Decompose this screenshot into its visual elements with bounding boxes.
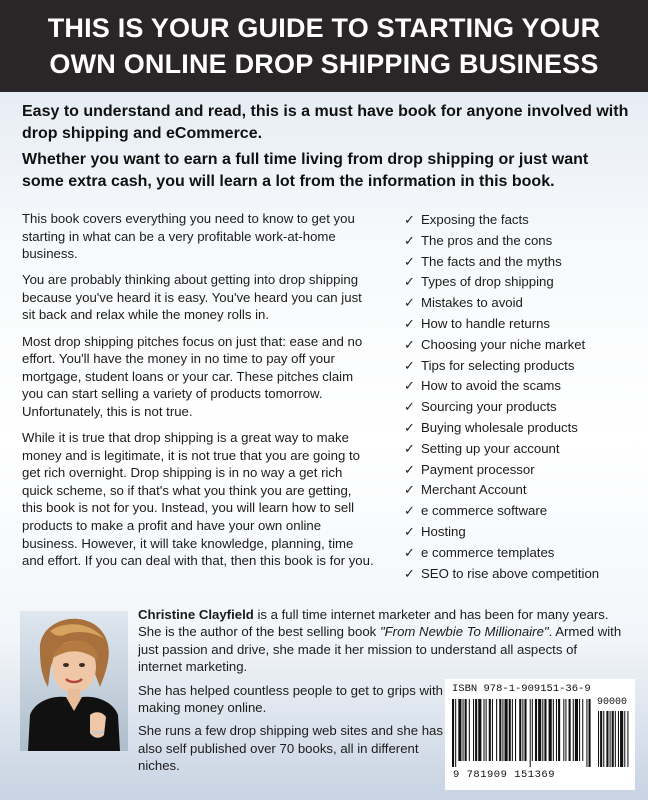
barcode-bar	[492, 699, 493, 761]
check-icon: ✓	[404, 544, 415, 560]
barcode-bar	[478, 699, 481, 761]
barcode-addon-bar	[598, 711, 599, 767]
title-banner	[0, 0, 648, 92]
barcode-addon-bar	[624, 711, 625, 767]
barcode-bar	[502, 699, 503, 761]
check-icon: ✓	[404, 295, 415, 311]
description-section	[22, 210, 374, 578]
bio-paragraph-3: She runs a few drop shipping web sites and she has also self published over 70 books, all in different niches.	[138, 723, 443, 774]
checklist-item-label: Hosting	[421, 523, 466, 539]
barcode-bar	[556, 699, 557, 761]
checklist-item-label: How to avoid the scams	[421, 378, 561, 394]
checklist-item-label: Tips for selecting products	[421, 357, 575, 373]
check-icon: ✓	[404, 378, 415, 394]
barcode-bar	[499, 699, 501, 761]
checklist-item-label: e commerce templates	[421, 544, 555, 560]
author-name: Christine Clayfield	[138, 607, 254, 622]
barcode-bar	[486, 699, 487, 761]
check-icon: ✓	[404, 212, 415, 227]
barcode-bar	[558, 699, 560, 761]
barcode-bar	[569, 699, 571, 761]
check-icon: ✓	[404, 419, 415, 435]
barcode-bar	[586, 699, 587, 767]
barcode-addon-bar	[606, 711, 608, 767]
barcode-bar	[473, 699, 474, 761]
isbn-barcode	[445, 679, 635, 790]
barcode-bar	[532, 699, 533, 761]
checklist-item-label: Merchant Account	[421, 482, 527, 498]
barcode-bar	[535, 699, 537, 761]
barcode-number: 9 781909 151369	[453, 769, 556, 781]
barcode-bar	[496, 699, 497, 761]
checklist-item	[404, 272, 636, 293]
checklist-item	[404, 564, 636, 585]
check-icon: ✓	[404, 357, 415, 373]
barcode-bar	[573, 699, 574, 761]
check-icon: ✓	[404, 315, 415, 331]
check-icon: ✓	[404, 482, 415, 498]
bio-text-b: . Armed with just passion and drive, she made it her mission to understand all aspects of internet marketing.	[138, 624, 622, 675]
barcode-bar	[509, 699, 511, 761]
barcode-bar	[519, 699, 521, 761]
barcode-bars	[450, 699, 630, 769]
check-icon: ✓	[404, 399, 415, 415]
checklist-item-label: How to handle returns	[421, 315, 551, 331]
checklist-item	[404, 418, 636, 439]
banner-line-1: THIS IS YOUR GUIDE TO STARTING YOUR	[47, 13, 601, 43]
banner-line-2: OWN ONLINE DROP SHIPPING BUSINESS	[49, 49, 599, 79]
checklist-item-label: The pros and the cons	[421, 232, 553, 248]
barcode-bar	[484, 699, 485, 761]
topics-checklist	[404, 210, 636, 584]
intro-paragraph-2: Whether you want to earn a full time living from drop shipping or just want some extra cash, you will learn a lot from the information in this book.	[22, 151, 589, 190]
check-icon: ✓	[404, 336, 415, 352]
checklist-item-label: e commerce software	[421, 503, 548, 519]
barcode-bar	[475, 699, 477, 761]
barcode-bar	[563, 699, 564, 761]
check-icon: ✓	[404, 503, 415, 519]
checklist-item	[404, 252, 636, 273]
barcode-bar	[549, 699, 552, 761]
description-paragraph-4: While it is true that drop shipping is a great way to make money and is legitimate, it is not true that you are going to get rich overnight. Drop shipping is in no way a get rich quick scheme, so if that's what you think you are getting, this book is not for you. Instead, you will learn how to sell products to make a profit and have your own online business. However, it will take knowledge, planning, time and effort. If you can deal with that, then this book is for you.	[22, 430, 374, 569]
checklist-item	[404, 480, 636, 501]
checklist-item-label: Sourcing your products	[421, 399, 557, 415]
barcode-bar	[458, 699, 461, 761]
barcode-bar	[522, 699, 523, 761]
barcode-bar	[452, 699, 454, 767]
barcode-addon-bar	[618, 711, 619, 767]
checklist-item	[404, 335, 636, 356]
checklist-item	[404, 231, 636, 252]
barcode-addon-bar	[603, 711, 604, 767]
check-icon: ✓	[404, 565, 415, 581]
barcode-bar	[579, 699, 580, 761]
check-icon: ✓	[404, 461, 415, 477]
checklist-item-label: Choosing your niche market	[421, 336, 586, 352]
barcode-addon-bar	[610, 711, 611, 767]
intro-paragraph-1: Easy to understand and read, this is a must have book for anyone involved with drop shipping and eCommerce.	[22, 103, 629, 142]
barcode-addon-bar	[600, 711, 602, 767]
check-icon: ✓	[404, 274, 415, 290]
barcode-bar	[565, 699, 566, 761]
checklist-item	[404, 314, 636, 335]
checklist-item-label: Setting up your account	[421, 440, 560, 456]
barcode-bar	[524, 699, 526, 761]
bio-paragraph-1	[138, 606, 624, 676]
checklist-item	[404, 210, 636, 231]
author-photo	[20, 611, 128, 751]
barcode-addon-bar	[612, 711, 614, 767]
check-icon: ✓	[404, 232, 415, 248]
description-paragraph-1: This book covers everything you need to know to get you starting in what can be a very profitable work-at-home business.	[22, 211, 355, 262]
checklist-item	[404, 543, 636, 564]
barcode-bar	[589, 699, 591, 767]
check-icon: ✓	[404, 440, 415, 456]
barcode-bar	[512, 699, 513, 761]
barcode-bar	[505, 699, 508, 761]
checklist-item-label: Exposing the facts	[421, 212, 529, 227]
barcode-bar	[469, 699, 470, 761]
description-paragraph-2: You are probably thinking about getting into drop shipping because you've heard it is easy. You've heard you can just sit back and relax while the money rolls in.	[22, 272, 362, 323]
barcode-addon-bar	[627, 711, 628, 767]
barcode-addon-bar	[615, 711, 616, 767]
intro-section	[22, 101, 632, 197]
barcode-bar	[538, 699, 541, 761]
price-code: 90000	[597, 697, 628, 708]
checklist-item	[404, 460, 636, 481]
barcode-bar	[463, 699, 464, 761]
barcode-bar	[575, 699, 578, 761]
barcode-bar	[465, 699, 467, 761]
checklist-item-label: The facts and the myths	[421, 253, 562, 269]
barcode-bar	[515, 699, 516, 761]
bio-text-a: is a full time internet marketer and has been for many years. She is the author of the best selling book	[138, 607, 609, 640]
checklist-item-label: SEO to rise above competition	[421, 565, 600, 581]
isbn-label: ISBN 978-1-909151-36-9	[452, 683, 591, 695]
bio-paragraph-2: She has helped countless people to get to grips with making money online.	[138, 682, 443, 716]
checklist-item	[404, 376, 636, 397]
checklist-item	[404, 501, 636, 522]
barcode-bar	[455, 699, 456, 767]
checklist-item-label: Mistakes to avoid	[421, 295, 523, 311]
barcode-bar	[489, 699, 491, 761]
checklist-item-label: Payment processor	[421, 461, 535, 477]
barcode-bar	[530, 699, 531, 767]
checklist-item-label: Buying wholesale products	[421, 419, 578, 435]
book-title: "From Newbie To Millionaire"	[379, 624, 549, 640]
description-paragraph-3: Most drop shipping pitches focus on just that: ease and no effort. You'll have the money in no time to pay off your mortgage, student loans or your car. These pitches claim you can start selling a variety of products tomorrow. Unfortunately, this is not true.	[22, 333, 363, 419]
checklist-item	[404, 439, 636, 460]
checklist-item	[404, 522, 636, 543]
barcode-bar	[544, 699, 546, 761]
check-icon: ✓	[404, 253, 415, 269]
checklist-item	[404, 356, 636, 377]
check-icon: ✓	[404, 523, 415, 539]
checklist-item-label: Types of drop shipping	[421, 274, 554, 290]
checklist-item	[404, 397, 636, 418]
barcode-bar	[553, 699, 554, 761]
barcode-bar	[582, 699, 583, 761]
barcode-bar	[542, 699, 543, 761]
barcode-addon-bar	[620, 711, 623, 767]
checklist-item	[404, 293, 636, 314]
